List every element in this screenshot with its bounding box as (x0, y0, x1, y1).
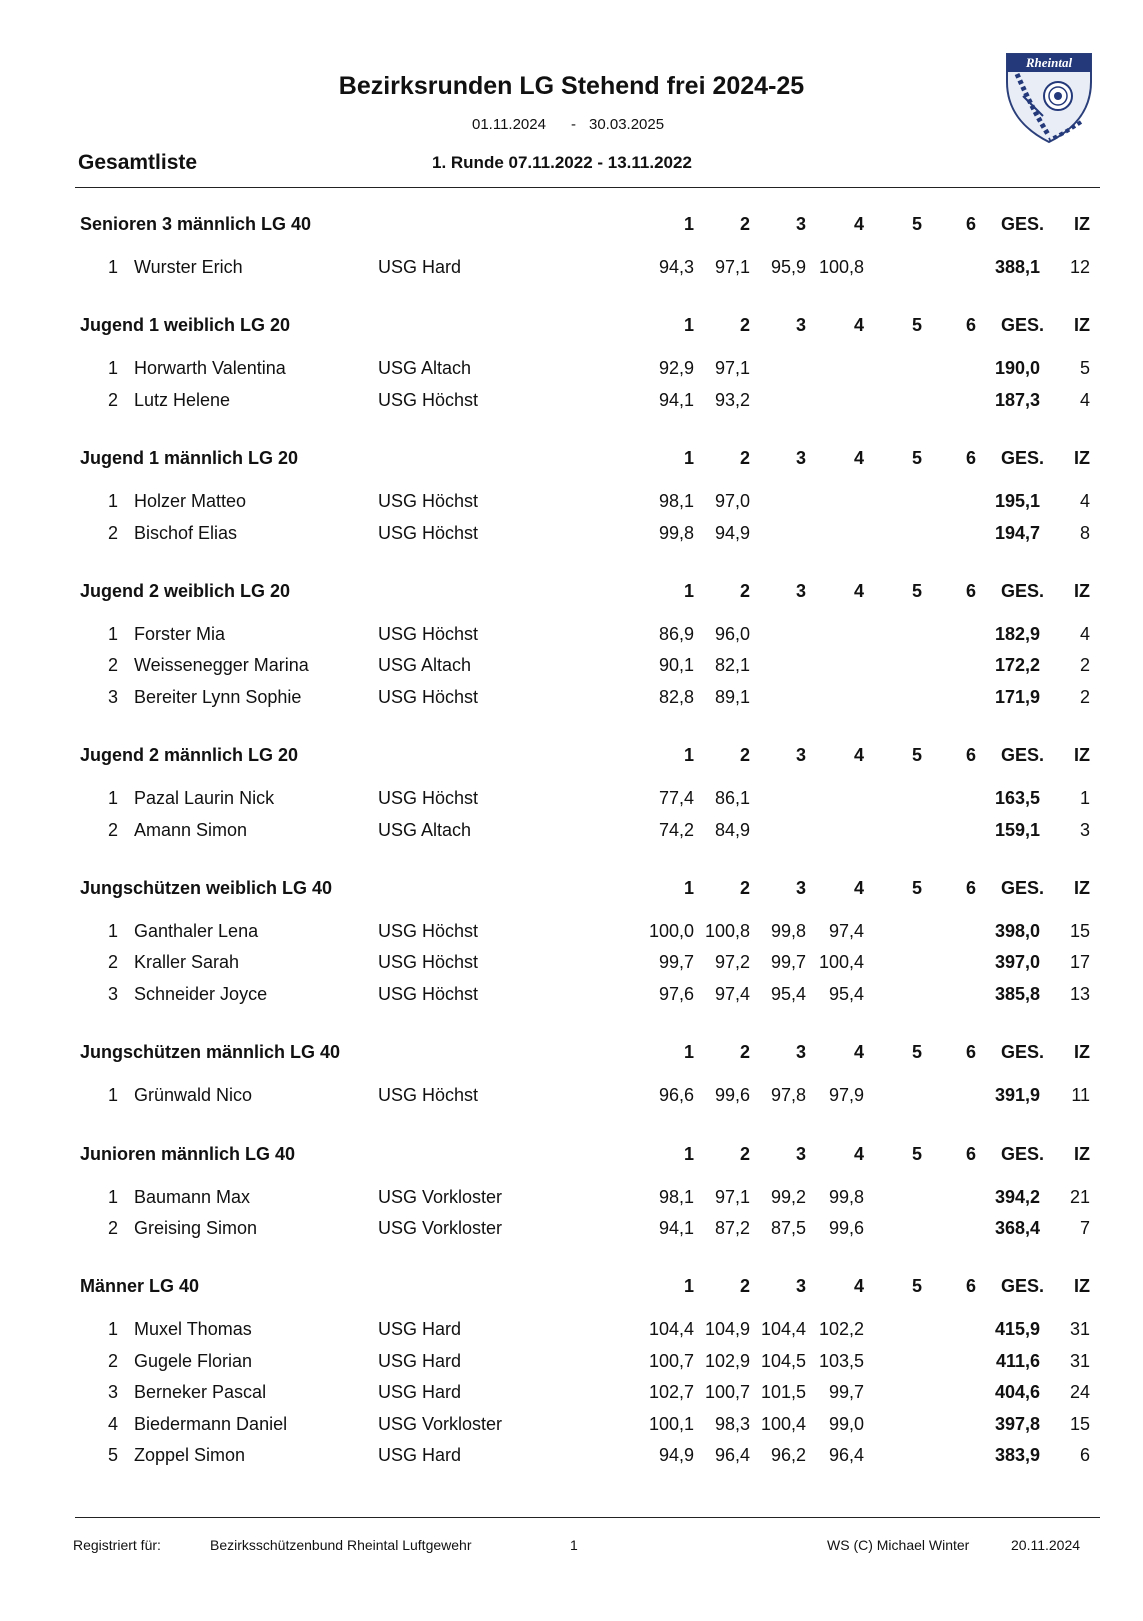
series-score: 97,0 (714, 491, 750, 512)
shooter-name: Grünwald Nico (134, 1085, 253, 1106)
club-name: USG Höchst (378, 522, 479, 543)
total-score: 394,2 (994, 1186, 1040, 1207)
series-score: 100,4 (818, 952, 864, 973)
rank: 2 (107, 1350, 118, 1371)
category-header (0, 581, 1143, 605)
series-score: 99,2 (770, 1186, 806, 1207)
footer-copyright: WS (C) Michael Winter (827, 1537, 970, 1553)
series-score: 97,1 (714, 257, 750, 277)
inner-tens: 4 (1079, 624, 1090, 644)
series-score: 97,1 (714, 1186, 750, 1207)
series-score: 100,1 (648, 1413, 694, 1434)
column-header: 2 (739, 315, 750, 336)
shooter-name: Kraller Sarah (134, 952, 240, 973)
total-score: 171,9 (994, 686, 1040, 707)
club-name: USG Altach (378, 358, 472, 379)
inner-tens: 15 (1069, 1413, 1090, 1434)
inner-tens: 2 (1079, 686, 1090, 707)
shooter-name: Holzer Matteo (134, 491, 247, 512)
series-score: 82,1 (714, 655, 750, 676)
round-info: 1. Runde 07.11.2022 - 13.11.2022 (432, 153, 692, 172)
shooter-name: Berneker Pascal (134, 1382, 267, 1403)
column-header: 3 (795, 1276, 806, 1297)
category-title: Männer LG 40 (80, 1276, 200, 1297)
column-header: 1 (683, 1276, 694, 1297)
club-name: USG Höchst (378, 921, 479, 941)
column-header: 2 (739, 448, 750, 469)
table-row (0, 984, 1143, 1008)
column-header: 3 (795, 448, 806, 469)
column-header: 1 (683, 1143, 694, 1164)
total-score: 397,8 (994, 1413, 1040, 1434)
table-row (0, 390, 1143, 414)
series-score: 86,9 (658, 624, 694, 644)
page-title: Bezirksrunden LG Stehend frei 2024-25 (338, 72, 805, 100)
date-to: 30.03.2025 (589, 116, 665, 133)
rank: 1 (107, 358, 118, 379)
rank: 2 (107, 1218, 118, 1238)
shooter-name: Muxel Thomas (134, 1319, 252, 1340)
club-name: USG Hard (378, 1382, 462, 1403)
column-header: 4 (853, 745, 864, 766)
category-title: Jugend 1 weiblich LG 20 (80, 315, 291, 336)
inner-tens: 31 (1069, 1319, 1090, 1340)
rank: 2 (107, 952, 118, 973)
rank: 1 (107, 1085, 118, 1106)
category-title: Jugend 1 männlich LG 20 (80, 448, 299, 469)
series-score: 95,9 (770, 257, 806, 277)
column-header: 5 (911, 745, 922, 766)
column-header: 3 (795, 1143, 806, 1164)
category-header (0, 448, 1143, 472)
series-score: 104,4 (760, 1319, 806, 1340)
column-header: 2 (739, 214, 750, 234)
total-score: 187,3 (994, 389, 1040, 410)
shooter-name: Zoppel Simon (134, 1445, 246, 1465)
rank: 1 (107, 491, 118, 512)
club-name: USG Altach (378, 819, 472, 840)
rank: 1 (107, 1186, 118, 1207)
column-header: GES. (1000, 1276, 1044, 1297)
total-score: 182,9 (994, 624, 1040, 644)
inner-tens: 2 (1079, 655, 1090, 676)
column-header: GES. (1000, 315, 1044, 336)
series-score: 93,2 (714, 389, 750, 410)
series-score: 99,7 (770, 952, 806, 973)
inner-tens: 5 (1079, 358, 1090, 379)
inner-tens: 13 (1069, 983, 1090, 1004)
inner-tens: 4 (1079, 389, 1090, 410)
total-score: 411,6 (995, 1350, 1040, 1371)
column-header: 1 (683, 745, 694, 766)
inner-tens: 4 (1079, 491, 1090, 512)
series-score: 99,0 (828, 1413, 864, 1434)
column-header: GES. (1000, 878, 1044, 898)
column-header: 4 (853, 448, 864, 469)
footer-date: 20.11.2024 (1011, 1537, 1081, 1553)
column-header: 1 (683, 448, 694, 469)
date-separator: - (571, 116, 576, 133)
table-row (0, 1445, 1143, 1469)
series-score: 90,1 (658, 655, 694, 676)
shooter-name: Bereiter Lynn Sophie (134, 686, 302, 707)
table-row (0, 1382, 1143, 1406)
inner-tens: 7 (1079, 1218, 1090, 1238)
series-score: 96,4 (714, 1445, 750, 1465)
column-header: 6 (965, 1042, 976, 1063)
rank: 3 (107, 1382, 118, 1403)
category-title: Jungschützen weiblich LG 40 (80, 878, 333, 898)
series-score: 98,1 (658, 491, 694, 512)
total-score: 388,1 (994, 257, 1040, 277)
series-score: 87,5 (770, 1218, 806, 1238)
table-row (0, 358, 1143, 382)
category-title: Jugend 2 männlich LG 20 (80, 745, 299, 766)
total-score: 159,1 (994, 819, 1040, 840)
series-score: 102,9 (704, 1350, 750, 1371)
series-score: 100,4 (760, 1413, 806, 1434)
total-score: 195,1 (994, 491, 1040, 512)
category-title: Junioren männlich LG 40 (80, 1143, 296, 1164)
category-title: Jungschützen männlich LG 40 (80, 1042, 341, 1063)
club-name: USG Höchst (378, 788, 479, 809)
inner-tens: 1 (1079, 788, 1090, 809)
series-score: 94,1 (658, 389, 694, 410)
column-header: IZ (1074, 315, 1090, 336)
club-name: USG Hard (378, 1445, 462, 1465)
table-row (0, 624, 1143, 648)
shooter-name: Wurster Erich (134, 257, 243, 277)
category-title: Senioren 3 männlich LG 40 (80, 214, 312, 234)
rheintal-crest-logo (1003, 52, 1095, 144)
table-row (0, 921, 1143, 945)
column-header: 5 (911, 448, 922, 469)
series-score: 96,0 (714, 624, 750, 644)
date-from: 01.11.2024 (472, 116, 546, 133)
series-score: 97,9 (828, 1085, 864, 1106)
series-score: 99,7 (658, 952, 694, 973)
series-score: 97,8 (770, 1085, 806, 1106)
series-score: 99,8 (828, 1186, 864, 1207)
column-header: GES. (1000, 581, 1044, 601)
column-header: IZ (1074, 1143, 1090, 1164)
inner-tens: 8 (1079, 522, 1090, 543)
shooter-name: Horwarth Valentina (134, 358, 286, 379)
shooter-name: Bischof Elias (134, 522, 238, 543)
column-header: 2 (739, 1276, 750, 1297)
shooter-name: Amann Simon (134, 819, 248, 840)
column-header: IZ (1074, 1276, 1090, 1297)
series-score: 97,1 (714, 358, 750, 379)
column-header: 6 (965, 315, 976, 336)
total-score: 194,7 (994, 522, 1040, 543)
series-score: 97,6 (658, 983, 694, 1004)
table-row (0, 820, 1143, 844)
column-header: 5 (911, 1276, 922, 1297)
rank: 1 (107, 624, 118, 644)
column-header: 1 (683, 581, 694, 601)
total-score: 398,0 (994, 921, 1040, 941)
shooter-name: Weissenegger Marina (134, 655, 309, 676)
series-score: 96,4 (828, 1445, 864, 1465)
column-header: 6 (965, 581, 976, 601)
series-score: 92,9 (658, 358, 694, 379)
inner-tens: 21 (1069, 1186, 1090, 1207)
column-header: 6 (965, 1143, 976, 1164)
series-score: 97,4 (714, 983, 750, 1004)
column-header: 6 (965, 448, 976, 469)
series-score: 99,7 (828, 1382, 864, 1403)
club-name: USG Höchst (378, 952, 479, 973)
rank: 1 (107, 788, 118, 809)
column-header: IZ (1074, 448, 1090, 469)
series-score: 99,6 (714, 1085, 750, 1106)
inner-tens: 12 (1069, 257, 1090, 277)
table-row (0, 788, 1143, 812)
column-header: 3 (795, 745, 806, 766)
column-header: IZ (1074, 214, 1090, 234)
column-header: 2 (739, 745, 750, 766)
header-rule (75, 187, 1100, 188)
total-score: 415,9 (994, 1319, 1040, 1340)
total-score: 397,0 (994, 952, 1040, 973)
column-header: 6 (965, 745, 976, 766)
series-score: 95,4 (770, 983, 806, 1004)
series-score: 86,1 (714, 788, 750, 809)
total-score: 190,0 (994, 358, 1040, 379)
column-header: 3 (795, 878, 806, 898)
category-header (0, 1144, 1143, 1168)
table-row (0, 952, 1143, 976)
series-score: 99,8 (658, 522, 694, 543)
column-header: 4 (853, 214, 864, 234)
footer-registered-label: Registriert für: (73, 1537, 161, 1553)
series-score: 103,5 (818, 1350, 864, 1371)
table-row (0, 1085, 1143, 1109)
column-header: 4 (853, 581, 864, 601)
series-score: 94,9 (714, 522, 750, 543)
series-score: 100,0 (648, 921, 694, 941)
column-header: 2 (739, 878, 750, 898)
column-header: GES. (1000, 1143, 1044, 1164)
total-score: 391,9 (994, 1085, 1040, 1106)
column-header: 1 (683, 1042, 694, 1063)
series-score: 96,2 (770, 1445, 806, 1465)
shooter-name: Forster Mia (134, 624, 226, 644)
column-header: 2 (739, 1042, 750, 1063)
column-header: GES. (1000, 448, 1044, 469)
series-score: 102,7 (648, 1382, 694, 1403)
total-score: 172,2 (994, 655, 1040, 676)
rank: 3 (107, 686, 118, 707)
logo-text: Rheintal (1025, 55, 1073, 70)
footer-page-number: 1 (570, 1537, 578, 1553)
total-score: 385,8 (994, 983, 1040, 1004)
series-score: 94,1 (658, 1218, 694, 1238)
column-header: 4 (853, 315, 864, 336)
club-name: USG Hard (378, 1350, 462, 1371)
shooter-name: Schneider Joyce (134, 983, 268, 1004)
rank: 2 (107, 522, 118, 543)
series-score: 98,1 (658, 1186, 694, 1207)
column-header: IZ (1074, 581, 1090, 601)
series-score: 87,2 (714, 1218, 750, 1238)
shooter-name: Gugele Florian (134, 1350, 253, 1371)
table-row (0, 687, 1143, 711)
column-header: 2 (739, 1143, 750, 1164)
inner-tens: 3 (1079, 819, 1090, 840)
category-title: Jugend 2 weiblich LG 20 (80, 581, 291, 601)
shooter-name: Ganthaler Lena (134, 921, 259, 941)
table-row (0, 523, 1143, 547)
rank: 4 (107, 1413, 118, 1434)
rank: 5 (107, 1445, 118, 1465)
column-header: 1 (683, 214, 694, 234)
club-name: USG Vorkloster (378, 1186, 503, 1207)
rank: 3 (107, 983, 118, 1004)
total-score: 163,5 (994, 788, 1040, 809)
column-header: 6 (965, 214, 976, 234)
club-name: USG Höchst (378, 686, 479, 707)
series-score: 99,8 (770, 921, 806, 941)
table-row (0, 491, 1143, 515)
column-header: 3 (795, 315, 806, 336)
series-score: 104,5 (760, 1350, 806, 1371)
shooter-name: Pazal Laurin Nick (134, 788, 275, 809)
series-score: 104,4 (648, 1319, 694, 1340)
column-header: 5 (911, 878, 922, 898)
column-header: 6 (965, 878, 976, 898)
column-header: GES. (1000, 745, 1044, 766)
club-name: USG Altach (378, 655, 472, 676)
column-header: 5 (911, 581, 922, 601)
total-score: 383,9 (994, 1445, 1040, 1465)
club-name: USG Höchst (378, 983, 479, 1004)
shooter-name: Baumann Max (134, 1186, 251, 1207)
club-name: USG Höchst (378, 491, 479, 512)
table-row (0, 1414, 1143, 1438)
table-row (0, 1319, 1143, 1343)
column-header: 4 (853, 878, 864, 898)
rank: 2 (107, 389, 118, 410)
series-score: 95,4 (828, 983, 864, 1004)
series-score: 94,9 (658, 1445, 694, 1465)
shooter-name: Biedermann Daniel (134, 1413, 288, 1434)
shooter-name: Greising Simon (134, 1218, 258, 1238)
column-header: 2 (739, 581, 750, 601)
column-header: 6 (965, 1276, 976, 1297)
series-score: 89,1 (714, 686, 750, 707)
column-header: 5 (911, 214, 922, 234)
series-score: 101,5 (760, 1382, 806, 1403)
column-header: IZ (1074, 745, 1090, 766)
rank: 2 (107, 819, 118, 840)
series-score: 97,4 (828, 921, 864, 941)
series-score: 82,8 (658, 686, 694, 707)
series-score: 100,7 (648, 1350, 694, 1371)
rank: 1 (107, 921, 118, 941)
club-name: USG Vorkloster (378, 1413, 503, 1434)
footer-registered-to: Bezirksschützenbund Rheintal Luftgewehr (210, 1537, 472, 1553)
club-name: USG Vorkloster (378, 1218, 503, 1238)
series-score: 96,6 (658, 1085, 694, 1106)
column-header: 3 (795, 1042, 806, 1063)
club-name: USG Höchst (378, 389, 479, 410)
column-header: 4 (853, 1143, 864, 1164)
category-header (0, 315, 1143, 339)
series-score: 100,7 (704, 1382, 750, 1403)
column-header: 5 (911, 1143, 922, 1164)
column-header: 5 (911, 315, 922, 336)
column-header: 4 (853, 1042, 864, 1063)
series-score: 99,6 (828, 1218, 864, 1238)
series-score: 98,3 (714, 1413, 750, 1434)
inner-tens: 31 (1069, 1350, 1090, 1371)
rank: 1 (107, 257, 118, 277)
series-score: 94,3 (658, 257, 694, 277)
column-header: 3 (795, 581, 806, 601)
table-row (0, 1218, 1143, 1242)
series-score: 74,2 (658, 819, 694, 840)
total-score: 404,6 (994, 1382, 1040, 1403)
series-score: 77,4 (658, 788, 694, 809)
inner-tens: 11 (1071, 1085, 1090, 1106)
rank: 1 (107, 1319, 118, 1340)
series-score: 100,8 (704, 921, 750, 941)
column-header: 1 (683, 315, 694, 336)
category-header (0, 1276, 1143, 1300)
table-row (0, 257, 1143, 281)
club-name: USG Höchst (378, 624, 479, 644)
column-header: GES. (1000, 1042, 1044, 1063)
table-row (0, 1351, 1143, 1375)
column-header: IZ (1074, 1042, 1090, 1063)
column-header: 5 (911, 1042, 922, 1063)
column-header: 4 (853, 1276, 864, 1297)
series-score: 84,9 (714, 819, 750, 840)
column-header: 3 (795, 214, 806, 234)
series-score: 104,9 (704, 1319, 750, 1340)
column-header: GES. (1000, 214, 1044, 234)
category-header (0, 214, 1143, 238)
total-score: 368,4 (994, 1218, 1040, 1238)
inner-tens: 6 (1079, 1445, 1090, 1465)
category-header (0, 745, 1143, 769)
category-header (0, 1042, 1143, 1066)
column-header: 1 (683, 878, 694, 898)
club-name: USG Höchst (378, 1085, 479, 1106)
table-row (0, 655, 1143, 679)
column-header: IZ (1074, 878, 1090, 898)
shooter-name: Lutz Helene (134, 389, 231, 410)
series-score: 97,2 (714, 952, 750, 973)
table-row (0, 1187, 1143, 1211)
category-header (0, 878, 1143, 902)
inner-tens: 15 (1069, 921, 1090, 941)
club-name: USG Hard (378, 257, 462, 277)
series-score: 100,8 (818, 257, 864, 277)
footer-rule (75, 1517, 1100, 1518)
rank: 2 (107, 655, 118, 676)
series-score: 102,2 (818, 1319, 864, 1340)
inner-tens: 17 (1069, 952, 1090, 973)
list-title: Gesamtliste (78, 151, 198, 174)
inner-tens: 24 (1069, 1382, 1090, 1403)
club-name: USG Hard (378, 1319, 462, 1340)
